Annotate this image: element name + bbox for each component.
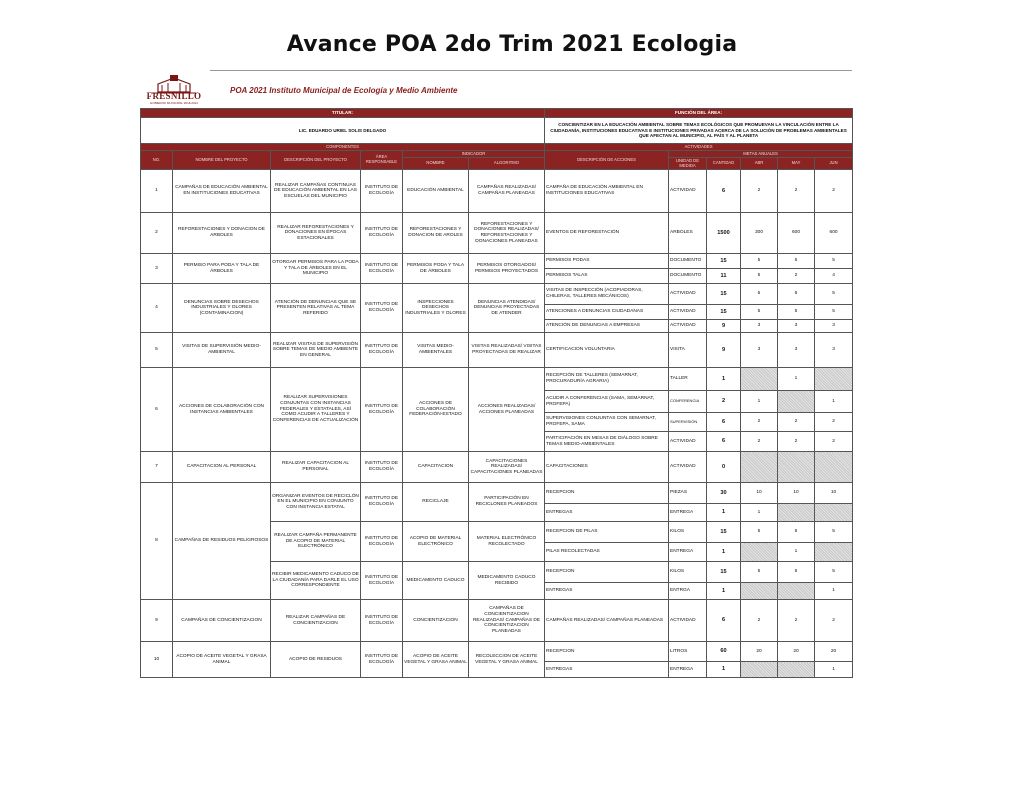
indicator-algorithm: VISITAS REALIZADAS/ VISITAS PROYECTADAS DE REALIZAR — [469, 333, 545, 368]
month-abr-value: 2 — [741, 170, 778, 213]
target-quantity: 11 — [707, 269, 741, 284]
month-may-value: 5 — [778, 254, 815, 269]
month-jun-value: 20 — [815, 642, 853, 662]
action-description: CAPACITACIONES — [545, 452, 669, 483]
col-unidad: UNIDAD DE MEDIDA — [669, 158, 707, 170]
responsible-area: INSTITUTO DE ECOLOGÍA — [361, 642, 403, 678]
row-number: 5 — [141, 333, 173, 368]
col-descripcion-proyecto: DESCRIPCIÓN DEL PROYECTO — [271, 151, 361, 170]
month-abr-value: 3 — [741, 320, 778, 333]
month-jun-value: 5 — [815, 562, 853, 583]
table-row — [141, 333, 853, 368]
target-quantity: 9 — [707, 320, 741, 333]
row-number: 10 — [141, 642, 173, 678]
month-abr-value: 5 — [741, 522, 778, 543]
metas-header: METAS ANUALES — [669, 151, 853, 158]
actividades-header: ACTIVIDADES — [545, 144, 853, 151]
col-may: MAY — [778, 158, 815, 170]
month-jun-value: 10 — [815, 483, 853, 504]
indicator-name: RECICLAJE — [403, 483, 469, 522]
target-quantity: 15 — [707, 305, 741, 320]
unit-of-measure: SUPERVISIÓN — [669, 413, 707, 432]
unit-of-measure: ACTIVIDAD — [669, 452, 707, 483]
action-description: RECEPCION — [545, 642, 669, 662]
unit-of-measure: ACTIVIDAD — [669, 432, 707, 452]
action-description: VISITAS DE INSPECCIÓN (ACOPIADORAS, CHILERAS, TALLERES MECÁNICOS) — [545, 284, 669, 305]
month-abr-value: 3 — [741, 333, 778, 368]
project-name: ACCIONES DE COLABORACIÓN CON INSTANCIAS AMBIENTALES — [173, 368, 271, 452]
month-abr-value — [741, 452, 778, 483]
action-description: EVENTOS DE REFORESTACIÓN — [545, 213, 669, 254]
month-jun-value — [815, 368, 853, 391]
unit-of-measure: ACTIVIDAD — [669, 284, 707, 305]
month-abr-value: 10 — [741, 483, 778, 504]
project-description: REALIZAR SUPERVISIONES CONJUNTAS CON INSTANCIAS FEDERALES Y ESTATALES, ASÍ COMO ACUDIR A TALLERES Y CONFERENCIAS DE ACTUALIZACIÓN — [271, 368, 361, 452]
target-quantity: 60 — [707, 642, 741, 662]
indicador-header: INDICADOR — [403, 151, 545, 158]
month-may-value: 10 — [778, 483, 815, 504]
month-may-value: 3 — [778, 320, 815, 333]
indicator-algorithm: ACCIONES REALIZADAS/ ACCIONES PLANEADAS — [469, 368, 545, 452]
month-may-value — [778, 452, 815, 483]
month-abr-value: 300 — [741, 213, 778, 254]
project-name: PERMISO PARA PODA Y TALA DE ÁRBOLES — [173, 254, 271, 284]
action-description: RECEPCION — [545, 562, 669, 583]
col-nombre-proyecto: NOMBRE DEL PROYECTO — [173, 151, 271, 170]
document-title: Avance POA 2do Trim 2021 Ecologia — [286, 32, 738, 57]
row-number: 1 — [141, 170, 173, 213]
responsible-area: INSTITUTO DE ECOLOGÍA — [361, 213, 403, 254]
month-abr-value: 5 — [741, 254, 778, 269]
responsible-area: INSTITUTO DE ECOLOGÍA — [361, 522, 403, 562]
target-quantity: 6 — [707, 170, 741, 213]
row-number: 2 — [141, 213, 173, 254]
month-abr-value: 2 — [741, 432, 778, 452]
action-description: PERMISOS TALAS — [545, 269, 669, 284]
target-quantity: 6 — [707, 432, 741, 452]
row-number: 4 — [141, 284, 173, 333]
action-description: ACUDIR A CONFERENCIAS (SAMA, SEMARNAT, PROFEPA) — [545, 391, 669, 413]
action-description: PERMISOS PODAS — [545, 254, 669, 269]
month-jun-value: 2 — [815, 170, 853, 213]
month-jun-value: 1 — [815, 662, 853, 678]
unit-of-measure: ACTIVIDAD — [669, 600, 707, 642]
month-abr-value: 5 — [741, 269, 778, 284]
row-number: 3 — [141, 254, 173, 284]
unit-of-measure: ENTREGA — [669, 662, 707, 678]
unit-of-measure: ACTIVIDAD — [669, 170, 707, 213]
project-description: REALIZAR VISITAS DE SUPERVISIÓN SOBRE TEMAS DE MEDIO AMBIENTE EN GENERAL — [271, 333, 361, 368]
month-may-value — [778, 504, 815, 522]
indicator-name: PERMISOS PODA Y TALA DE ÁRBOLES — [403, 254, 469, 284]
month-may-value: 1 — [778, 368, 815, 391]
month-may-value: 2 — [778, 269, 815, 284]
project-description: OTORGAR PERMISOS PARA LA PODA Y TALA DE ÁRBOLES EN EL MUNICIPIO — [271, 254, 361, 284]
month-jun-value: 600 — [815, 213, 853, 254]
project-name: CAMPAÑAS DE EDUCACIÓN AMBIENTAL EN INSTITUCIONES EDUCATIVAS — [173, 170, 271, 213]
action-description: ENTREGAS — [545, 504, 669, 522]
action-description: CAMPAÑAS REALIZADAS/ CAMPAÑAS PLANEADAS — [545, 600, 669, 642]
project-description: REALIZAR CAMPAÑAS DE CONCIENTIZACION — [271, 600, 361, 642]
indicator-name: MEDICAMENTO CADUCO — [403, 562, 469, 600]
target-quantity: 15 — [707, 522, 741, 543]
month-jun-value: 3 — [815, 320, 853, 333]
table-row — [141, 254, 853, 269]
responsible-area: INSTITUTO DE ECOLOGÍA — [361, 368, 403, 452]
row-number: 6 — [141, 368, 173, 452]
target-quantity: 2 — [707, 391, 741, 413]
month-may-value: 5 — [778, 562, 815, 583]
indicator-algorithm: PERMISOS OTORGADOS/ PERMISOS PROYECTADOS — [469, 254, 545, 284]
unit-of-measure: ENTRGA — [669, 583, 707, 600]
table-row — [141, 600, 853, 642]
target-quantity: 9 — [707, 333, 741, 368]
table-row — [141, 452, 853, 483]
target-quantity: 0 — [707, 452, 741, 483]
indicator-name: EDUCACIÓN AMBIENTAL — [403, 170, 469, 213]
indicator-algorithm: RECOLECCION DE ACEITE VEGETAL Y GRASA ANIMAL — [469, 642, 545, 678]
funcion-text: CONCIENTIZAR EN LA EDUCACIÓN AMBIENTAL SOBRE TEMAS ECOLÓGICOS QUE PROMUEVAN LA VINCULACIÓN ENTRE LA CIUDADANÍA, INSTITUCIONES EDUCATIVAS E INSTITUCIONES PRIVADAS ACERCA DE LA SOLUCIÓN DE PROBLEMAS AMBIENTALES QUE AFECTAN AL MUNICIPIO, AL PAÍS Y AL PLANETA — [545, 118, 853, 144]
unit-of-measure: ACTIVIDAD — [669, 305, 707, 320]
responsible-area: INSTITUTO DE ECOLOGÍA — [361, 600, 403, 642]
table-row — [141, 368, 853, 391]
unit-of-measure: VISITA — [669, 333, 707, 368]
col-no: NO. — [141, 151, 173, 170]
month-abr-value: 5 — [741, 562, 778, 583]
poa-sheet — [140, 70, 852, 678]
month-jun-value: 4 — [815, 269, 853, 284]
month-may-value: 2 — [778, 170, 815, 213]
action-description: ATENCIONES A DENUNCIAS CIUDADANAS — [545, 305, 669, 320]
month-may-value: 5 — [778, 284, 815, 305]
project-description: REALIZAR REFORESTACIONES Y DONACIONES EN ÉPOCAS ESTACIONALES — [271, 213, 361, 254]
indicator-name: CAPACITACION — [403, 452, 469, 483]
responsible-area: INSTITUTO DE ECOLOGÍA — [361, 254, 403, 284]
month-jun-value: 1 — [815, 583, 853, 600]
month-may-value — [778, 583, 815, 600]
month-may-value: 600 — [778, 213, 815, 254]
month-jun-value: 2 — [815, 600, 853, 642]
col-area: ÁREA RESPONSABLE — [361, 151, 403, 170]
target-quantity: 15 — [707, 254, 741, 269]
table-row — [141, 213, 853, 254]
indicator-algorithm: REFORESTACIONES Y DONACIONES REALIZADAS/ REFORESTACIONES Y DONACIONES PLANEADAS — [469, 213, 545, 254]
target-quantity: 1 — [707, 543, 741, 562]
titular-label: TITULAR: — [141, 109, 545, 118]
col-descripcion-acciones: DESCRIPCIÓN DE ACCIONES — [545, 151, 669, 170]
project-description: REALIZAR CAMPAÑAS CONTINUAS DE EDUCACIÓN AMBIENTAL EN LAS ESCUELAS DEL MUNICIPIO — [271, 170, 361, 213]
target-quantity: 1500 — [707, 213, 741, 254]
indicator-name: ACOPIO DE ACEITE VEGETAL Y GRASA ANIMAL — [403, 642, 469, 678]
poa-title: POA 2021 Instituto Municipal de Ecología y Medio Ambiente — [230, 86, 458, 95]
month-may-value: 5 — [778, 522, 815, 543]
project-description: ATENCIÓN DE DENUNCIAS QUE SE PRESENTEN RELATIVAS AL TEMA REFERIDO — [271, 284, 361, 333]
month-may-value: 2 — [778, 432, 815, 452]
month-abr-value — [741, 543, 778, 562]
indicator-name: CONCIENTIZACION — [403, 600, 469, 642]
month-abr-value: 5 — [741, 284, 778, 305]
table-row — [141, 170, 853, 213]
indicator-name: INSPECCIONES DESECHOS INDUSTRIALES Y OLORES — [403, 284, 469, 333]
row-number: 9 — [141, 600, 173, 642]
indicator-algorithm: MATERIAL ELECTRÓNICO RECOLECTADO — [469, 522, 545, 562]
month-jun-value: 2 — [815, 413, 853, 432]
month-jun-value: 5 — [815, 254, 853, 269]
project-description: REALIZAR CAPACITACION AL PERSONAL — [271, 452, 361, 483]
month-abr-value: 2 — [741, 413, 778, 432]
table-row — [141, 284, 853, 305]
logo-text: FRESNILLO — [146, 91, 202, 101]
action-description: RECEPCION — [545, 483, 669, 504]
target-quantity: 6 — [707, 600, 741, 642]
month-abr-value: 5 — [741, 305, 778, 320]
componentes-header: COMPONENTES — [141, 144, 545, 151]
month-may-value: 3 — [778, 333, 815, 368]
col-cantidad: CANTIDAD — [707, 158, 741, 170]
target-quantity: 1 — [707, 583, 741, 600]
month-may-value: 20 — [778, 642, 815, 662]
indicator-name: ACOPIO DE MATERIAL ELECTRÓNICO — [403, 522, 469, 562]
month-may-value — [778, 391, 815, 413]
project-name: VISITAS DE SUPERVISIÓN MEDIO-AMBIENTAL — [173, 333, 271, 368]
month-abr-value: 1 — [741, 391, 778, 413]
project-name: REFORESTACIONES Y DONACION DE ARBOLES — [173, 213, 271, 254]
action-description: RECEPCION DE PILAS — [545, 522, 669, 543]
poa-table — [140, 108, 853, 678]
project-name: CAPACITACION AL PERSONAL — [173, 452, 271, 483]
action-description: RECEPCIÓN DE TALLERES (SEMARNAT, PROCURADURÍA AGRARIA) — [545, 368, 669, 391]
unit-of-measure: KILOS — [669, 522, 707, 543]
unit-of-measure: ENTREGA — [669, 504, 707, 522]
logo-subtitle: GOBIERNO MUNICIPAL 2018-2021 — [149, 101, 199, 105]
unit-of-measure: DOCUMENTO — [669, 254, 707, 269]
indicator-algorithm: CAMPAÑAS REALIZADAS/ CAMPAÑAS PLANEADAS — [469, 170, 545, 213]
month-may-value: 2 — [778, 600, 815, 642]
month-abr-value — [741, 368, 778, 391]
responsible-area: INSTITUTO DE ECOLOGÍA — [361, 452, 403, 483]
project-description: ORGANIZAR EVENTOS DE RECICLÓN EN EL MUNICIPIO EN CONJUNTO CON INSTANCIA ESTATAL — [271, 483, 361, 522]
col-nombre: NOMBRE — [403, 158, 469, 170]
target-quantity: 1 — [707, 504, 741, 522]
month-jun-value: 2 — [815, 432, 853, 452]
action-description: ENTREGAS — [545, 583, 669, 600]
indicator-algorithm: PARTICIPACIÓN EN RECICLONES PLANEADOS — [469, 483, 545, 522]
titular-name: LIC. EDUARDO URIEL SOLIS DELGADO — [141, 118, 545, 144]
target-quantity: 15 — [707, 562, 741, 583]
month-jun-value: 1 — [815, 391, 853, 413]
indicator-name: VISITAS MEDIO-AMBIENTALES — [403, 333, 469, 368]
month-jun-value — [815, 452, 853, 483]
project-description: ACOPIO DE RESIDUOS — [271, 642, 361, 678]
month-jun-value: 5 — [815, 284, 853, 305]
action-description: SUPERVISIONES CONJUNTAS CON SEMARNAT, PROFEPA, SAMA — [545, 413, 669, 432]
target-quantity: 1 — [707, 662, 741, 678]
month-jun-value — [815, 504, 853, 522]
action-description: PILAS RECOLECTADAS — [545, 543, 669, 562]
target-quantity: 1 — [707, 368, 741, 391]
indicator-algorithm: CAPACITACIONES REALIZADAS/ CAPACITACIONES PLANEADAS — [469, 452, 545, 483]
month-abr-value: 1 — [741, 504, 778, 522]
project-name: ACOPIO DE ACEITE VEGETAL Y GRASA ANIMAL — [173, 642, 271, 678]
unit-of-measure: ACTIVIDAD — [669, 320, 707, 333]
action-description: PARTICIPACIÓN EN MESAS DE DIÁLOGO SOBRE TEMAS MEDIO-AMBIENTALES — [545, 432, 669, 452]
month-may-value — [778, 662, 815, 678]
month-may-value: 2 — [778, 413, 815, 432]
project-name: DENUNCIAS SOBRE DESECHOS INDUSTRIALES Y OLORES (CONTAMINACION) — [173, 284, 271, 333]
responsible-area: INSTITUTO DE ECOLOGÍA — [361, 333, 403, 368]
table-row — [141, 642, 853, 662]
target-quantity: 15 — [707, 284, 741, 305]
row-number: 8 — [141, 483, 173, 600]
poa-table-body — [141, 170, 853, 678]
unit-of-measure: ARBOLES — [669, 213, 707, 254]
month-jun-value: 5 — [815, 305, 853, 320]
unit-of-measure: ENTREGA — [669, 543, 707, 562]
unit-of-measure: KILOS — [669, 562, 707, 583]
sheet-header — [140, 70, 852, 108]
action-description: ENTREGAS — [545, 662, 669, 678]
target-quantity: 30 — [707, 483, 741, 504]
month-may-value: 1 — [778, 543, 815, 562]
month-jun-value: 3 — [815, 333, 853, 368]
responsible-area: INSTITUTO DE ECOLOGÍA — [361, 170, 403, 213]
month-jun-value: 5 — [815, 522, 853, 543]
indicator-algorithm: CAMPAÑAS DE CONCIENTIZACION REALIZADAS/ CAMPAÑAS DE CONCIENTIZACION PLANEADAS — [469, 600, 545, 642]
responsible-area: INSTITUTO DE ECOLOGÍA — [361, 562, 403, 600]
unit-of-measure: TALLER — [669, 368, 707, 391]
action-description: ATENCIÓN DE DENUNCIAS A EMPRESAS — [545, 320, 669, 333]
target-quantity: 6 — [707, 413, 741, 432]
month-abr-value — [741, 662, 778, 678]
responsible-area: INSTITUTO DE ECOLOGÍA — [361, 284, 403, 333]
table-row — [141, 483, 853, 504]
project-description: RECIBIR MEDICAMENTO CADUCO DE LA CIUDADANÍA PARA DARLE EL USO CORRESPONDIENTE — [271, 562, 361, 600]
project-description: REALIZAR CAMPAÑA PERMANENTE DE ACOPIO DE MATERIAL ELECTRÓNICO — [271, 522, 361, 562]
project-name: CAMPAÑAS DE CONCIENTIZACION — [173, 600, 271, 642]
indicator-algorithm: MEDICAMENTO CADUCO RECIBIDO — [469, 562, 545, 600]
month-abr-value — [741, 583, 778, 600]
action-description: CAMPAÑA DE EDUCACIÓN AMBIENTAL EN INSTITUCIONES EDUCATIVAS — [545, 170, 669, 213]
responsible-area: INSTITUTO DE ECOLOGÍA — [361, 483, 403, 522]
month-may-value: 5 — [778, 305, 815, 320]
month-abr-value: 20 — [741, 642, 778, 662]
funcion-label: FUNCIÓN DEL ÁREA: — [545, 109, 853, 118]
action-description: CERTIFICACION VOLUNTARIA — [545, 333, 669, 368]
col-abr: ABR — [741, 158, 778, 170]
unit-of-measure: DOCUMENTO — [669, 269, 707, 284]
project-name: CAMPAÑAS DE RESIDUOS PELIGROSOS — [173, 483, 271, 600]
indicator-name: REFORESTACIONES Y DONACION DE AROLES — [403, 213, 469, 254]
unit-of-measure: LITROS — [669, 642, 707, 662]
col-algoritmo: ALGORITMO — [469, 158, 545, 170]
row-number: 7 — [141, 452, 173, 483]
month-abr-value: 2 — [741, 600, 778, 642]
indicator-name: ACCIONES DE COLABORACIÓN FEDERACIÓN-ESTADO — [403, 368, 469, 452]
unit-of-measure: PIEZAS — [669, 483, 707, 504]
header-rule — [210, 70, 852, 71]
indicator-algorithm: DENUNCIAS ATENDIDAS/ DENUNCIAS PROYECTADAS DE ATENDER — [469, 284, 545, 333]
month-jun-value — [815, 543, 853, 562]
col-jun: JUN — [815, 158, 853, 170]
unit-of-measure: CONFERENCIA — [669, 391, 707, 413]
